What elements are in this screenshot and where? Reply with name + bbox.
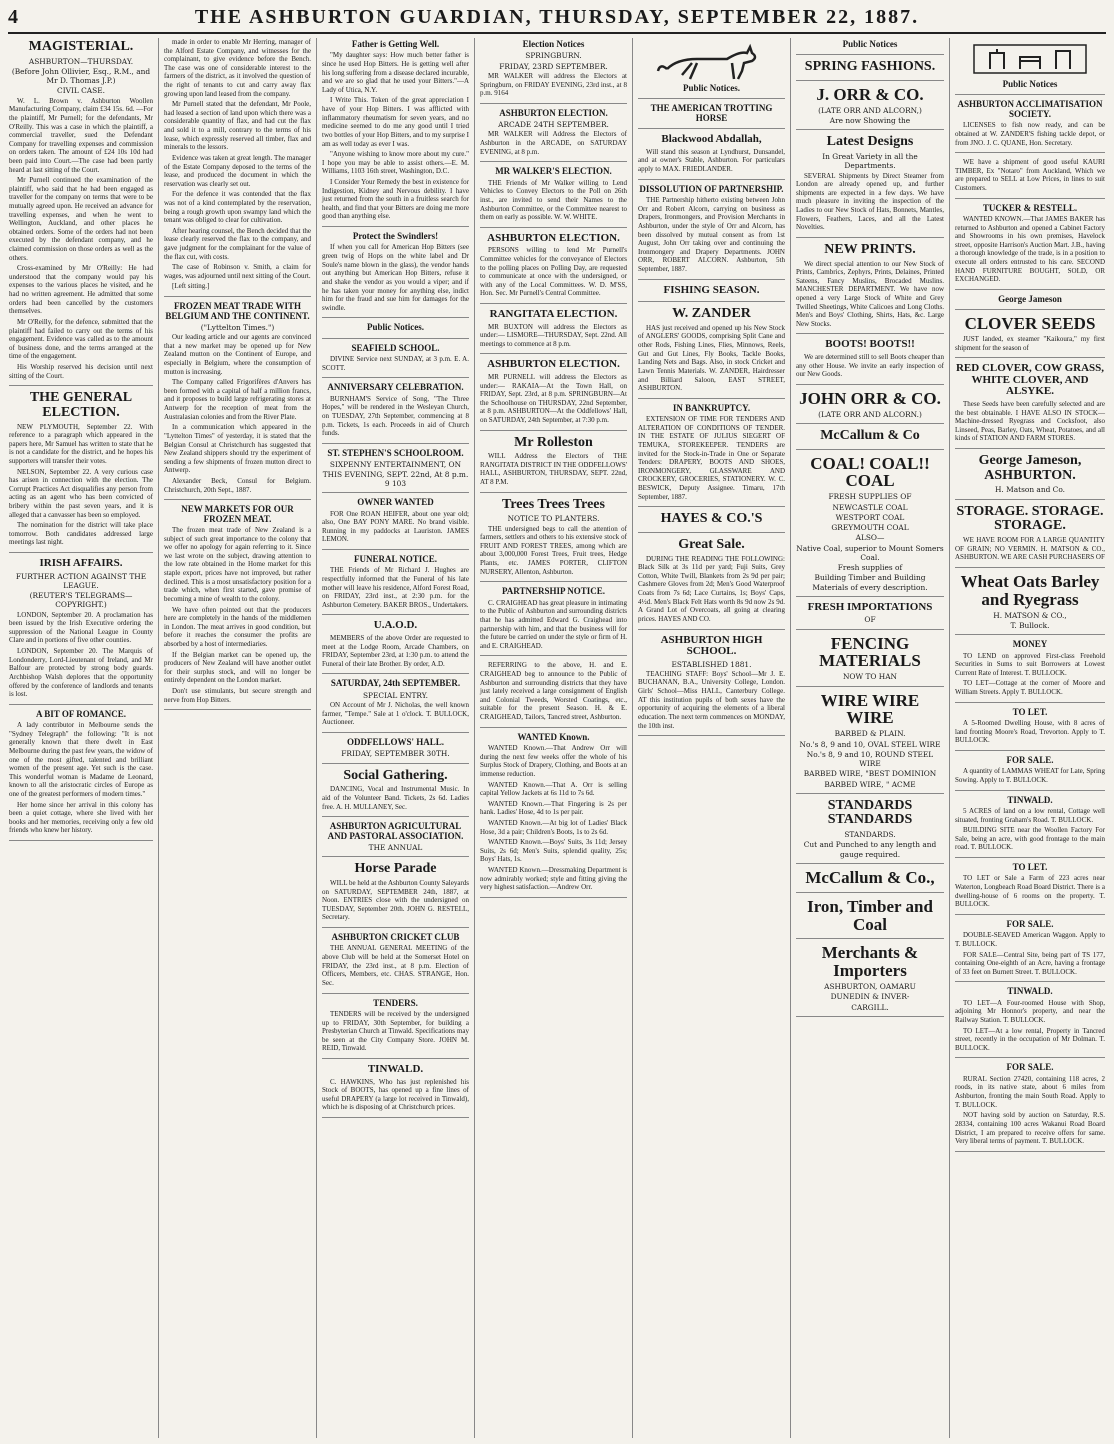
article-paragraph: The frozen meat trade of New Zealand is a subject of such great importance to the colony that we offer no apology for again referring to it. Since we last wrote on the subject, drawing attention to the low rate obtained in the Home market for this staple export, prices have not improved, but rather declined. This is a most unsatisfactory position for a trade which, when first started, gave promise of becoming a mine of wealth to the colony. xyxy=(164,526,311,603)
article-paragraph: These Seeds have been carefully selected and are the best obtainable. I HAVE ALSO IN STOCK—Machine-dressed Ryegrass and Cocksfoot, also Linseed, Peas, Barley, Oats, Wheat, Potatoes, and all kinds of STATION AND FARM STORES. xyxy=(955,400,1105,443)
column-5 xyxy=(633,38,791,1438)
article-subheading: No.'s 8, 9 and 10, ROUND STEEL WIRE xyxy=(806,749,934,768)
article-paragraph: made in order to enable Mr Herring, manager of the Alford Estate Company, and witnesses for the complainant, to give evidence before the Bench. The case was one of considerable interest to the farmers of the district, as it involved the question of the right of tenants to cut and carry away flax growing upon land leased from the company. xyxy=(164,38,311,98)
article-block xyxy=(955,920,1105,982)
article-paragraph: Cross-examined by Mr O'Reilly: He had understood that the company would pay his expenses to the various places he visited, and he had no written agreement. He admitted that some orders had been cancelled by the customers themselves. xyxy=(9,264,153,316)
article-heading: TO LET. xyxy=(1012,706,1048,717)
article-block xyxy=(480,733,627,898)
article-heading: Public Notices. xyxy=(367,322,424,333)
article-paragraph: MR BUXTON will address the Electors as under:— LISMORE—THURSDAY, Sept. 22nd. All meetings to commence at 8 p.m. xyxy=(480,322,627,348)
article-paragraph: WANTED Known.—At big lot of Ladies' Black Hose, 3d a pair; Children's Boots, 1s to 2s 6d. xyxy=(480,818,627,836)
article-paragraph: NELSON, September 22. A very curious case has arisen in connection with the election. The Corrupt Practices Act disqualifies any person from acting as an agent who has been convicted of bribery within the past seven years, and it is alleged that a canvasser has been so employed. xyxy=(9,467,153,519)
article-paragraph: HAS just received and opened up his New Stock of ANGLERS' GOODS, comprising Split Cane and other Rods, Fishing Lines, Flies, Minnows, Reels, Gut and Gut Lines, Fly Books, Tackle Books, Landing Nets and Bags. Also, in stock Cricket and Lawn Tennis Materials. W. ZANDER, Hairdresser and Billiard Saloon, EAST STREET, ASHBURTON. xyxy=(638,323,785,393)
article-heading: FISHING SEASON. xyxy=(663,283,760,296)
article-paragraph: A quantity of LAMMAS WHEAT for Late, Spring Sowing. Apply to T. BULLOCK. xyxy=(955,767,1105,784)
article-paragraph: NEW PLYMOUTH, September 22. With reference to a paragraph which appeared in the papers here, Mr Samuel has written to state that he is not a candidate for the district, and he hopes his supporters will transfer their votes. xyxy=(9,422,153,465)
article-paragraph: WANTED KNOWN.—That JAMES BAKER has returned to Ashburton and opened a Cabinet Factory and Showrooms in his own premises, Havelock street, opposite Harrison's Auction Mart. J.B., having a thorough knowledge of the trade, is in a position to execute all orders entrusted to his care. SECOND HAND FURNITURE BOUGHT, SOLD, OR EXCHANGED. xyxy=(955,215,1105,284)
article-heading: ST. STEPHEN'S SCHOOLROOM. xyxy=(327,447,464,458)
article-heading: Great Sale. xyxy=(678,536,745,552)
article-heading: ASHBURTON ACCLIMATISATION SOCIETY. xyxy=(957,99,1103,119)
article-heading: Public Notices xyxy=(1002,79,1058,89)
article-block xyxy=(638,635,785,737)
article-block xyxy=(480,498,627,583)
article-heading: NEW MARKETS FOR OUR FROZEN MEAT. xyxy=(181,504,294,524)
article-block xyxy=(638,307,785,399)
article-heading: George Jameson, ASHBURTON. xyxy=(978,453,1082,483)
article-heading: IRISH AFFAIRS. xyxy=(39,557,123,570)
article-block xyxy=(796,455,944,597)
article-subheading: Native Coal, superior to Mount Somers Coal. xyxy=(796,543,944,562)
article-block xyxy=(638,104,785,129)
article-heading: WIRE WIRE WIRE xyxy=(820,690,920,728)
column-6 xyxy=(791,38,950,1438)
article-block xyxy=(322,323,469,338)
article-block xyxy=(322,232,469,318)
article-heading: Merchants & Importers xyxy=(821,943,919,981)
article-paragraph: DANCING, Vocal and Instrumental Music. In aid of the Volunteer Band. Tickets, 2s 6d. Ladies free. A. H. MULLANEY, Sec. xyxy=(322,785,469,811)
article-heading: TUCKER & RESTELL. xyxy=(982,202,1078,213)
column-2 xyxy=(159,38,317,1438)
article-block xyxy=(9,391,153,553)
article-block xyxy=(9,710,153,841)
article-subheading: NOTICE TO PLANTERS. xyxy=(507,514,600,524)
article-paragraph: TEACHING STAFF: Boys' School—Mr J. E. BUCHANAN, B.A., University College, London. Girls' School—Miss HALL, Canterbury College. AT this institution pupils of both sexes have the opportunity of acquiring the elements of a liberal education. The next term commences on MONDAY, the 10th inst. xyxy=(638,669,785,730)
article-subheading: No.'s 8, 9 and 10, OVAL STEEL WIRE xyxy=(799,739,941,749)
article-subheading: FRIDAY, 23RD SEPTEMBER. xyxy=(499,61,608,71)
article-paragraph: BURNHAM'S Service of Song, "The Three Hopes," will be rendered in the Wesleyan Church, on TUESDAY, 27th September, commencing at 8 p.m. Tickets, 1s each. Proceeds in aid of Church funds. xyxy=(322,394,469,438)
article-heading: McCallum & Co., xyxy=(805,867,935,887)
article-heading: FENCING MATERIALS xyxy=(819,633,921,671)
article-paragraph: Evidence was taken at great length. The manager of the Estate Company deposed to the terms of the lease, and produced the document in which the reservation was clearly set out. xyxy=(164,153,311,188)
article-heading: ASHBURTON AGRICULTURAL AND PASTORAL ASSOCIATION. xyxy=(327,821,464,841)
article-paragraph: WANTED Known.—That A. Orr is selling capital Yellow Jackets at 6s 11d to 7s 6d. xyxy=(480,780,627,798)
article-heading: MAGISTERIAL. xyxy=(28,39,134,54)
article-paragraph: EXTENSION OF TIME FOR TENDERS AND ALTERATION OF CONDITIONS OF TENDER. IN THE ESTATE OF JULIUS SIEGERT OF TEMUKA, STOREKEEPER. TENDERS are invited for the Stock-in-Trade in One or Separate Tenders: DRAPERY, BOOTS AND SHOES, IRONMONGERY, GLASSWARE AND CROCKERY, GROCERIES, STATIONERY. W. C. BESWICK, Deputy Assignee. Timaru, 17th September, 1887. xyxy=(638,415,785,501)
article-block xyxy=(796,429,944,450)
article-heading: RED CLOVER, COW GRASS, WHITE CLOVER, AND ALSYKE. xyxy=(955,362,1105,398)
column-1 xyxy=(4,38,159,1438)
article-block xyxy=(796,869,944,893)
article-paragraph: WANTED Known.—That Fingering is 2s per hank. Ladies' Hose, 4d to 1s per pair. xyxy=(480,799,627,817)
article-heading: Latest Designs xyxy=(826,134,914,150)
article-heading: MONEY xyxy=(1012,639,1048,650)
article-block xyxy=(955,204,1105,290)
article-paragraph: MEMBERS of the above Order are requested to meet at the Lodge Room, Arcade Chambers, on FRIDAY, September 23rd, at 1:30 p.m. to attend the Funeral of their late Brother. By order, A.D. xyxy=(322,634,469,668)
article-block xyxy=(955,796,1105,858)
article-block xyxy=(638,134,785,179)
article-paragraph: RURAL Section 27420, containing 118 acres, 2 roods, in its native state, about 6 miles from Ashburton, fronting the main South Road. Apply to T. BULLOCK. xyxy=(955,1074,1105,1109)
article-heading: FRESH IMPORTATIONS xyxy=(807,600,933,613)
article-paragraph: Don't use stimulants, but secure strength and nerve from Hop Bitters. xyxy=(164,687,311,704)
article-block xyxy=(796,86,944,130)
article-paragraph: We have often pointed out that the producers here are completely in the hands of the middlemen in London. The meat arrives in good condition, but before it reaches the consumer the profits are absorbed by a host of intermediaries. xyxy=(164,605,311,648)
article-heading: PARTNERSHIP NOTICE. xyxy=(501,586,606,597)
article-subheading: H. Matson and Co. xyxy=(994,485,1065,495)
article-paragraph: WE HAVE ROOM FOR A LARGE QUANTITY OF GRAIN; NO VERMIN. H. MATSON & CO., ASHBURTON. WE ARE CASH PURCHASERS OF xyxy=(955,536,1105,562)
article-block xyxy=(638,512,785,533)
article-heading: TINWALD. xyxy=(1007,986,1053,997)
article-paragraph: MR PURNELL will address the Electors as under:— RAKAIA—At the Town Hall, on FRIDAY, Sept. 23rd, at 8 p.m. SPRINGBURN—At the Schoolhouse on THURSDAY, 22nd September, at 8 p.m. ASHBURTON—At the Oddfellows' Hall, on SATURDAY, 24th September, at 7:30 p.m. xyxy=(480,372,627,424)
article-subheading: FRESH SUPPLIES OF xyxy=(828,492,912,502)
article-paragraph: After hearing counsel, the Bench decided that the lease clearly reserved the flax to the company, and gave judgment for the complainant for the value of the flax cut, with costs. xyxy=(164,226,311,261)
article-subheading: GREYMOUTH COAL xyxy=(831,523,909,533)
article-heading: FOR SALE. xyxy=(1006,754,1054,765)
article-paragraph: THE Partnership hitherto existing between John Orr and Robert Alcorn, carrying on business as Drapers, Ironmongers, and Provision Merchants in Ashburton, under the style of Orr and Alcorn, has been dissolved by mutual consent as from 1st August, John Orr taking over and continuing the Ironmongery and Drapery Departments. JOHN ORR, ROBERT ALCORN. Ashburton, 5th September, 1887. xyxy=(638,196,785,273)
article-paragraph: WILL Address the Electors of THE RANGITATA DISTRICT IN THE ODDFELLOWS' HALL, ASHBURTON, THURSDAY, SEPT. 22nd, AT 8 P.M. xyxy=(480,452,627,487)
article-block xyxy=(955,505,1105,568)
newspaper-title: THE ASHBURTON GUARDIAN, THURSDAY, SEPTEMBER 22, 1887. xyxy=(194,5,920,28)
article-block xyxy=(480,109,627,163)
article-heading: Public Notices xyxy=(842,39,898,49)
article-subheading: NEWCASTLE COAL xyxy=(832,502,908,512)
article-subheading: SPRINGBURN. xyxy=(525,51,582,61)
article-paragraph: "Anyone wishing to know more about my cure." I hope you may be able to assist others.—E. M. Williams, 1103 16th street, Washington, D.C. xyxy=(322,150,469,176)
article-heading: FOR SALE. xyxy=(1006,1062,1054,1073)
article-subheading: OF xyxy=(864,615,876,625)
article-heading: U.A.O.D. xyxy=(373,619,418,632)
article-heading: SPRING FASHIONS. xyxy=(804,59,936,75)
article-paragraph: A 5-Roomed Dwelling House, with 8 acres of land fronting Moore's Road, Trevorton. Apply to T. BULLOCK. xyxy=(955,719,1105,745)
article-block xyxy=(480,233,627,304)
article-block xyxy=(955,756,1105,791)
article-heading: THE AMERICAN TROTTING HORSE xyxy=(650,103,773,123)
article-heading: ASHBURTON CRICKET CLUB xyxy=(331,932,460,943)
masthead xyxy=(8,2,1106,34)
article-block xyxy=(480,661,627,727)
article-paragraph: Her home since her arrival in this colony has been a quiet cottage, where she lived with her books and her memories, receiving only a few old friends who knew her history. xyxy=(9,800,153,835)
article-heading: TINWALD. xyxy=(367,1062,424,1075)
article-paragraph: DIVINE Service next SUNDAY, at 3 p.m. E. A. SCOTT. xyxy=(322,355,469,372)
article-paragraph: JUST landed, ex steamer "Kaikoura," my first shipment for the season of xyxy=(955,335,1105,352)
article-heading: Father is Getting Well. xyxy=(351,39,440,49)
article-subheading: CIVIL CASE. xyxy=(57,86,105,96)
article-subheading: SPECIAL ENTRY. xyxy=(362,690,428,700)
article-block xyxy=(796,635,944,687)
article-heading: STANDARDS STANDARDS xyxy=(827,797,913,828)
article-block xyxy=(796,60,944,81)
article-heading: Social Gathering. xyxy=(343,767,448,783)
article-subheading: FURTHER ACTION AGAINST THE LEAGUE. xyxy=(15,571,147,590)
article-subheading: STANDARDS. xyxy=(844,830,896,840)
article-heading: ASHBURTON ELECTION. xyxy=(487,358,620,371)
article-subheading: BARBED WIRE, "BEST DOMINION xyxy=(803,769,937,779)
article-paragraph: LONDON, September 20. The Marquis of Londonderry, Lord-Lieutenant of Ireland, and Mr Balfour are protected by strong body guards. Archbishop Walsh deplores that the opportunity offered by the conference of landlords and tenants is lost. xyxy=(9,647,153,699)
article-block xyxy=(322,344,469,379)
article-subheading: BARBED WIRE, " ACME xyxy=(824,779,916,789)
article-heading: George Jameson xyxy=(998,293,1062,304)
article-paragraph: THE Friends of Mr Richard J. Hughes are respectfully informed that the Funeral of his late mother will leave his residence, Alford Forest Road, on FRIDAY, 23rd inst., at 2:30 p.m. for the Ashburton Cemetery. BAKER BROS., Undertakers. xyxy=(322,566,469,609)
article-block xyxy=(796,692,944,794)
article-block xyxy=(480,359,627,430)
article-paragraph: TO LET—A Four-roomed House with Shop, adjoining Mr Honnor's property, and near the Railway Station. T. BULLOCK. xyxy=(955,998,1105,1024)
article-heading: TINWALD. xyxy=(1007,794,1053,805)
article-paragraph: Will stand this season at Lyndhurst, Dunsandel, and at owner's Stable, Ashburton. For particulars apply to MAX. FRIEDLANDER. xyxy=(638,147,785,174)
article-block xyxy=(480,436,627,493)
article-block xyxy=(955,987,1105,1058)
article-block xyxy=(638,185,785,280)
article-subheading: DUNEDIN & INVER- xyxy=(830,992,910,1002)
article-block xyxy=(322,933,469,993)
article-block xyxy=(796,40,944,55)
article-block xyxy=(322,822,469,857)
article-paragraph: PERSONS willing to lend Mr Purnell's Committee vehicles for the conveyance of Electors to the polling places on Polling Day, are requested to communicate at once with the undersigned, or with any of the Local Committees. W. D. M'SS, Hon. Sec. Mr Purnell's Central Committee. xyxy=(480,246,627,298)
article-heading: Election Notices xyxy=(522,39,585,49)
article-paragraph: For the defence it was contended that the flax was not of a kind contemplated by the reservation, being a rough growth upon swampy land which the tenant was obliged to clear for cultivation. xyxy=(164,190,311,225)
article-block xyxy=(322,1064,469,1118)
article-block xyxy=(322,449,469,493)
article-heading: Wheat Oats Barley and Ryegrass xyxy=(960,571,1100,609)
article-paragraph: THE ANNUAL GENERAL MEETING of the above Club will be held at the Somerset Hotel on FRIDAY, the 23rd inst., at 8 p.m. Election of Officers, Members, etc. CHAS. STRANGE, Hon. Sec. xyxy=(322,944,469,987)
article-block xyxy=(955,1063,1105,1151)
article-block xyxy=(955,158,1105,198)
article-paragraph: If the Belgian market can be opened up, the producers of New Zealand will have another outlet for their surplus stock, and will no longer be entirely dependent on the London market. xyxy=(164,650,311,685)
article-block xyxy=(796,898,944,940)
article-subheading: T. Bullock. xyxy=(1010,620,1050,630)
article-paragraph: "My daughter says: How much better father is since he used Hop Bitters. He is getting well after his long suffering from a disease declared incurable, and we are so glad that he used your Bitters."—A Lady of Utica, N.Y. xyxy=(322,51,469,94)
article-heading: FOR SALE. xyxy=(1006,918,1054,929)
article-block xyxy=(796,944,944,1016)
article-subheading: ASHBURTON—THURSDAY. xyxy=(28,56,134,66)
article-subheading: H. MATSON & CO., xyxy=(993,610,1067,620)
article-block xyxy=(796,602,944,630)
article-paragraph: Mr O'Reilly, for the defence, submitted that the plaintiff had failed to carry out the terms of his engagement. Evidence was called as to the amount of business done, and the terms arranged at the time of the engagement. xyxy=(9,317,153,361)
article-subheading: (LATE ORR AND ALCORN,) xyxy=(818,105,922,115)
article-heading: ASHBURTON ELECTION. xyxy=(499,107,608,118)
article-heading: MR WALKER'S ELECTION. xyxy=(495,166,612,177)
article-paragraph: Alexander Beck, Consul for Belgium. Christchurch, 20th Sept., 1887. xyxy=(164,476,311,494)
article-block xyxy=(955,363,1105,449)
article-block xyxy=(955,640,1105,702)
article-paragraph: NOT having sold by auction on Saturday, R.S. 28334, containing 100 acres Wakanui Road Board District, I am prepared to receive offers for same. Very liberal terms of payment. T. BULLOCK. xyxy=(955,1111,1105,1146)
article-block xyxy=(796,243,944,335)
article-block xyxy=(638,84,785,99)
article-heading: NEW PRINTS. xyxy=(824,241,916,257)
article-paragraph: LICENSES to fish now ready, and can be obtained at W. ZANDER'S fishing tackle depot, or from JNO. J. C. QUANE, Hon. Secretary. xyxy=(955,121,1105,147)
article-paragraph: SEVERAL Shipments by Direct Steamer from London are already opened up, and further shipments are expected in a few days. We have much pleasure in inviting the inspection of the Ladies to our New Stock of Hats, Bonnets, Mantles, Flowers, Feathers, Laces, and all the Latest Novelties. xyxy=(796,171,944,232)
article-heading: BOOTS! BOOTS!! xyxy=(825,338,915,351)
article-paragraph: WANTED Known.—That Andrew Orr will during the next few weeks offer the whole of his Surplus Stock of Drapery, Clothing, and Boots at an immense reduction. xyxy=(480,744,627,778)
article-subheading: ("Lyttelton Times.") xyxy=(200,322,275,332)
article-heading: W. ZANDER xyxy=(672,306,751,322)
article-block xyxy=(796,390,944,424)
article-subheading: Are now Showing the xyxy=(829,116,911,126)
article-paragraph: DOUBLE-SEAVED American Waggon. Apply to T. BULLOCK. xyxy=(955,931,1105,948)
article-paragraph: I Write This. Token of the great appreciation I have of your Hop Bitters. I was afflicted with inflammatory rheumatism for seven years, and no medicine seemed to do me any good until I tried two bottles of your Hop Bitters, and to my surprise I am as well today as ever I was. xyxy=(322,96,469,148)
article-paragraph: WE have a shipment of good useful KAURI TIMBER, Ex "Notaro" from Auckland, Which we are prepared to SELL at Low Prices, in lines to suit Customers. xyxy=(955,158,1105,192)
article-heading: J. ORR & CO. xyxy=(816,85,924,105)
article-heading: FROZEN MEAT TRADE WITH BELGIUM AND THE CONTINENT. xyxy=(165,301,310,321)
article-subheading: (LATE ORR AND ALCORN.) xyxy=(818,409,922,419)
article-heading: A BIT OF ROMANCE. xyxy=(35,708,126,719)
article-paragraph: W. L. Brown v. Ashburton Woollen Manufacturing Company, claim £34 15s. 6d. —For the plaintiff, Mr Purnell; for the defendants, Mr O'Reilly. This was a case in which the plaintiff, a commercial traveller, sued the Defendant Company for travelling expenses and commission on orders taken. The amount of £24 10s 10d had been paid into Court.—The case had been partly heard at last sitting of the Court. xyxy=(9,96,153,174)
article-block xyxy=(955,454,1105,500)
trotting-horse-illustration xyxy=(638,41,785,81)
article-paragraph: A lady contributor in Melbourne sends the "Sydney Telegraph" the following: "It is not generally known that there dwelt in East Melbourne during the past few years, the widow of one of the most gifted, talented and brilliant women of the present age. Yet such is the case. This wonderful woman is Madame de Leonard, known to all the aristocratic circles of Europe as one of the greatest performers of modern times." xyxy=(9,721,153,799)
article-paragraph: TENDERS will be received by the undersigned up to FRIDAY, 30th September, for building a Presbyterian Church at Tinwald. Specifications may be seen at the City Company Store. JOHN M. REID, Tinwald. xyxy=(322,1009,469,1053)
article-subheading: THE ANNUAL xyxy=(368,843,423,853)
article-heading: COAL! COAL!! COAL xyxy=(810,453,930,491)
article-heading: McCallum & Co xyxy=(820,427,920,443)
article-block xyxy=(638,538,785,630)
article-heading: DISSOLUTION OF PARTNERSHIP. xyxy=(639,183,784,194)
article-block xyxy=(638,404,785,508)
article-block xyxy=(322,498,469,550)
article-block xyxy=(796,339,944,384)
page-number: 4 xyxy=(8,5,18,28)
article-block xyxy=(9,558,153,705)
article-paragraph: 5 ACRES of land on a low rental, Cottage well situated, fronting Graham's Road. T. BULLOCK. xyxy=(955,806,1105,824)
article-block xyxy=(955,100,1105,153)
article-subheading: ESTABLISHED 1881. xyxy=(671,659,752,669)
article-heading: Public Notices. xyxy=(683,83,740,93)
article-heading: Iron, Timber and Coal xyxy=(807,896,933,934)
article-heading: STORAGE. STORAGE. STORAGE. xyxy=(956,503,1104,534)
article-block xyxy=(322,769,469,818)
article-heading: RANGITATA ELECTION. xyxy=(489,307,618,320)
article-block xyxy=(9,40,153,386)
article-heading: Mr Rolleston xyxy=(514,434,593,450)
article-block xyxy=(322,862,469,928)
article-block xyxy=(955,295,1105,310)
article-heading: IN BANKRUPTCY. xyxy=(672,402,751,413)
article-subheading: FRIDAY, SEPTEMBER 30TH. xyxy=(341,749,450,759)
article-heading: ODDFELLOWS' HALL. xyxy=(346,736,445,747)
article-heading: TENDERS. xyxy=(373,997,418,1008)
article-block xyxy=(796,135,944,237)
article-paragraph: Mr Purnell stated that the defendant, Mr Poole, had leased a section of land upon which there was a considerable quantity of flax, and had cut the flax and sold it to a mill, contrary to the terms of his lease, which expressly reserved all timber, flax and minerals to the lessors. xyxy=(164,100,311,152)
article-paragraph: I Consider Your Remedy the best in existence for Indigestion, Kidney and Nervous debility. I have just returned from the south in a fruitless search for health, and find that your Bitters are doing me more good than anything else. xyxy=(322,177,469,221)
article-paragraph: Our leading article and our agents are convinced that a new market may be opened up for New Zealand mutton on the Continent of Europe, and especially in Belgium, where the consumption of mutton is increasing. xyxy=(164,333,311,376)
article-block xyxy=(480,309,627,354)
article-subheading: (REUTER'S TELEGRAMS—COPYRIGHT.) xyxy=(29,591,133,610)
article-paragraph: LONDON, September 20. A proclamation has been issued by the Irish Executive ordering the suppression of the National League in County Clare and in portions of five other counties. xyxy=(9,610,153,645)
article-block xyxy=(322,383,469,443)
article-block xyxy=(322,999,469,1059)
article-heading: ASHBURTON HIGH SCHOOL. xyxy=(660,633,763,658)
article-block xyxy=(322,40,469,227)
article-heading: TO LET. xyxy=(1012,861,1048,872)
article-block xyxy=(164,38,311,297)
article-paragraph: WANTED Known.—Dressmaking Department is now admirably worked; style and fitting giving the very highest satisfaction.—Andrew Orr. xyxy=(480,865,627,892)
article-block xyxy=(955,573,1105,635)
article-block xyxy=(164,302,311,500)
article-subheading: ASHBURTON, OAMARU xyxy=(824,982,916,992)
article-paragraph: The Company called Frigorifères d'Anvers has been formed with a capital of half a million francs, and it proposes to build large refrigerating stores at Antwerp for the reception of meat from the Australasian colonies and from the River Plate. xyxy=(164,378,311,421)
article-block xyxy=(955,80,1105,95)
article-heading: Horse Parade xyxy=(354,861,437,877)
article-paragraph: Mr Purnell continued the examination of the plaintiff, who said that he had been engaged as traveller for the company on terms that were to be mutually agreed upon. He received an advance for travelling expenses, and when he went to Wellington, Auckland, and other places he obtained orders. Some of the orders had not been executed by the defendant company, and he claimed commission on those orders as well as the others. xyxy=(9,176,153,262)
article-subheading: WESTPORT COAL xyxy=(835,512,905,522)
article-subheading: Fresh supplies of xyxy=(837,563,903,573)
article-heading: Blackwood Abdallah, xyxy=(661,133,762,146)
article-paragraph: TO LET—At a low rental, Property in Tancred street, recently in the occupation of Mr Dolman. T. BULLOCK. xyxy=(955,1026,1105,1052)
article-subheading: BARBED & PLAIN. xyxy=(834,729,906,739)
article-paragraph: MR WALKER will address the Electors at Springburn, on FRIDAY EVENING, 23rd inst., at 8 p.m. 9164 xyxy=(480,71,627,98)
article-paragraph: WANTED Known.—Boys' Suits, 3s 11d; Jersey Suits, 2s 6d; Men's Suits, splendid quality, 25s; Boys' Hats, 1s. xyxy=(480,838,627,864)
article-paragraph: C. HAWKINS, Who has just replenished his Stock of BOOTS, has opened up a fine lines of useful DRAPERY (a large lot received in Tinwald), which he is disposing of at Christchurch prices. xyxy=(322,1077,469,1112)
article-paragraph: The case of Robinson v. Smith, a claim for wages, was adjourned until next sitting of the Court. xyxy=(164,263,311,280)
article-paragraph: THE Friends of Mr Walker willing to Lend Vehicles to Convey Electors to the Poll on 26th inst., are invited to send their Names to the Ashburton Committee, or the Committee nearest to them on early as possible. W. W. WHITE. xyxy=(480,178,627,222)
article-block xyxy=(796,799,944,864)
article-paragraph: C. CRAIGHEAD has great pleasure in intimating to the Public of Ashburton and surrounding districts that he has admitted Edward G. Craighead into partnership with him, and that the business will for the future be carried on under the style or firm of H. and E. CRAIGHEAD. xyxy=(480,598,628,650)
article-subheading: Cut and Punched to any length and gauge required. xyxy=(803,840,937,859)
article-heading: WANTED Known. xyxy=(517,731,590,742)
article-paragraph: The nomination for the district will take place tomorrow. Both candidates addressed large meetings last night. xyxy=(9,521,153,547)
article-subheading: SIXPENNY ENTERTAINMENT, ON THIS EVENING, SEPT. 22nd, At 8 p.m. 9 103 xyxy=(322,460,469,488)
article-block xyxy=(955,315,1105,358)
article-paragraph: If when you call for American Hop Bitters (see green twig of Hops on the white label and Dr Soule's name blown in the glass), the vendor hands out anything but American Hop Bitters, refuse it and shake the vendor as you would a viper; and if he has taken your money for anything else, indict him for the fraud and sue him for damages for the swindle. xyxy=(322,243,469,312)
article-heading: THE GENERAL ELECTION. xyxy=(29,390,133,420)
article-heading: HAYES & CO.'S xyxy=(660,511,763,527)
article-paragraph: TO LET—Cottage at the corner of Moore and William Streets. Apply T. BULLOCK. xyxy=(955,679,1105,696)
article-paragraph: DURING THE READING THE FOLLOWING: Black Silk at 3s 11d per yard; Fuji Suits, Grey Cotton, White Twill, Blankets from 2s 9d per pair; Cashmere Gloves from 2d; Men's Good Waterproof Coats from 7s 6d; Lace Curtains, 1s; Boys' Caps, 4½d. Men's Black Felt Hats worth 8s 9d now 2s 9d. A Grand Lot of Overcoats, all going at clearing prices. HAYES AND CO. xyxy=(638,554,785,623)
article-heading: ANNIVERSARY CELEBRATION. xyxy=(327,382,464,393)
article-paragraph: [Left sitting.] xyxy=(172,282,210,291)
article-block xyxy=(955,863,1105,915)
article-paragraph: BUILDING SITE near the Woollen Factory For Sale, being an acre, with good frontage to the main road. T. BULLOCK. xyxy=(955,826,1105,852)
article-heading: ASHBURTON ELECTION. xyxy=(487,231,620,244)
article-paragraph: We direct special attention to our New Stock of Prints, Cambrics, Zephyrs, Prints, Delaines, Printed Sateens, Fancy Muslins, Brocaded Muslins. MANCHESTER DEPARTMENT. We have now opened a very Large Stock of White and Grey Twilled Sheetings, White Calicoes and Long Cloths. Men's and Boys' Clothing, Shirts, Hats, &c. Large New Stocks. xyxy=(796,259,944,328)
article-paragraph: TO LEND on approved First-class Freehold Securities in Sums to suit Borrowers at Lowest Current Rate of Interest. T. BULLOCK. xyxy=(955,651,1105,677)
article-paragraph: In a communication which appeared in the "Lyttelton Times" of yesterday, it is stated that the Belgian Consul at Christchurch has suggested that New Zealand shippers should try the experiment of sending a few shipments of frozen mutton direct to Antwerp. xyxy=(164,423,311,475)
article-block xyxy=(638,285,785,303)
article-paragraph: His Worship reserved his decision until next sitting of the Court. xyxy=(9,362,153,380)
article-block xyxy=(480,167,627,227)
article-heading: JOHN ORR & CO. xyxy=(799,388,941,408)
article-paragraph: MR WALKER will Address the Electors of Ashburton in the ARCADE, on SATURDAY EVENING, at 8 p.m. xyxy=(480,130,627,156)
article-subheading: NOW TO HAN xyxy=(842,672,898,682)
furniture-banner-illustration xyxy=(955,41,1105,77)
article-paragraph: REFERRING to the above, H. and E. CRAIGHEAD beg to announce to the Public of Ashburton and surrounding districts that they have just lately received a large consignment of English and Colonial Tweeds, Worsted Coatings, etc., suitable for the present Season. H. & E. CRAIGHEAD, Tailors, Tancred street, Ashburton. xyxy=(480,661,627,722)
article-heading: Protect the Swindlers! xyxy=(352,231,439,242)
article-block xyxy=(164,505,311,710)
article-subheading: CARGILL. xyxy=(851,1002,889,1012)
article-subheading: ARCADE 24TH SEPTEMBER. xyxy=(498,120,609,130)
article-paragraph: We are determined still to sell Boots cheaper than any other House. We invite an early inspection of our New Goods. xyxy=(796,353,944,379)
article-paragraph: ON Account of Mr J. Nicholas, the well known farmer, "Tempe." Sale at 1 o'clock. T. BULLOCK, Auctioneer. xyxy=(322,701,469,727)
article-block xyxy=(322,620,469,674)
article-paragraph: FOR SALE—Central Site, being part of TS 177, containing One-eighth of an Acre, having a frontage of 33 feet on Burnett Street. T. BULLOCK. xyxy=(955,950,1105,976)
column-4 xyxy=(475,38,633,1438)
article-subheading: (Before John Ollivier, Esq., R.M., and Mr D. Thomas J.P.) xyxy=(11,66,151,86)
article-block xyxy=(322,679,469,733)
column-3 xyxy=(317,38,475,1438)
article-block xyxy=(955,708,1105,751)
article-heading: FUNERAL NOTICE. xyxy=(353,553,437,564)
article-heading: CLOVER SEEDS xyxy=(964,314,1096,334)
article-heading: Trees Trees Trees xyxy=(502,496,605,512)
article-block xyxy=(480,40,627,104)
article-subheading: ALSO— xyxy=(855,533,885,543)
article-block xyxy=(322,738,469,764)
article-heading: SEAFIELD SCHOOL. xyxy=(351,342,440,353)
article-paragraph: THE undersigned begs to call the attention of farmers, settlers and others to his extensive stock of FRUIT AND FOREST TREES, among which are about 3,000,000 Forest Trees, Fruit trees, Hedge Plants, etc. JAMES PORTER, CLIFTON NURSERY, Allenton, Ashburton. xyxy=(480,524,627,576)
article-subheading: In Great Variety in all the Departments. xyxy=(822,152,918,171)
article-paragraph: FOR One ROAN HEIFER, about one year old; also, One BAY PONY MARE. No brand visible. Running in my paddocks at Lauriston. JAMES LEMON. xyxy=(322,509,469,544)
article-block xyxy=(322,555,469,615)
article-heading: OWNER WANTED xyxy=(357,497,434,508)
article-paragraph: TO LET or Sale a Farm of 223 acres near Waterton, Longbeach Road Board District. There is a dwelling-house of 6 rooms on the property. T. BULLOCK. xyxy=(955,874,1105,909)
article-paragraph: WILL be held at the Ashburton County Saleyards on SATURDAY, SEPTEMBER 24th, 1887, at Noon. ENTRIES close with the undersigned on TUESDAY, September 20th. JOHN G. RESTELL, Secretary. xyxy=(322,878,469,922)
column-7 xyxy=(950,38,1110,1438)
article-subheading: Building Timber and Building Materials of every description. xyxy=(812,573,928,592)
article-heading: SATURDAY, 24th SEPTEMBER. xyxy=(330,678,461,689)
article-block xyxy=(480,587,627,656)
